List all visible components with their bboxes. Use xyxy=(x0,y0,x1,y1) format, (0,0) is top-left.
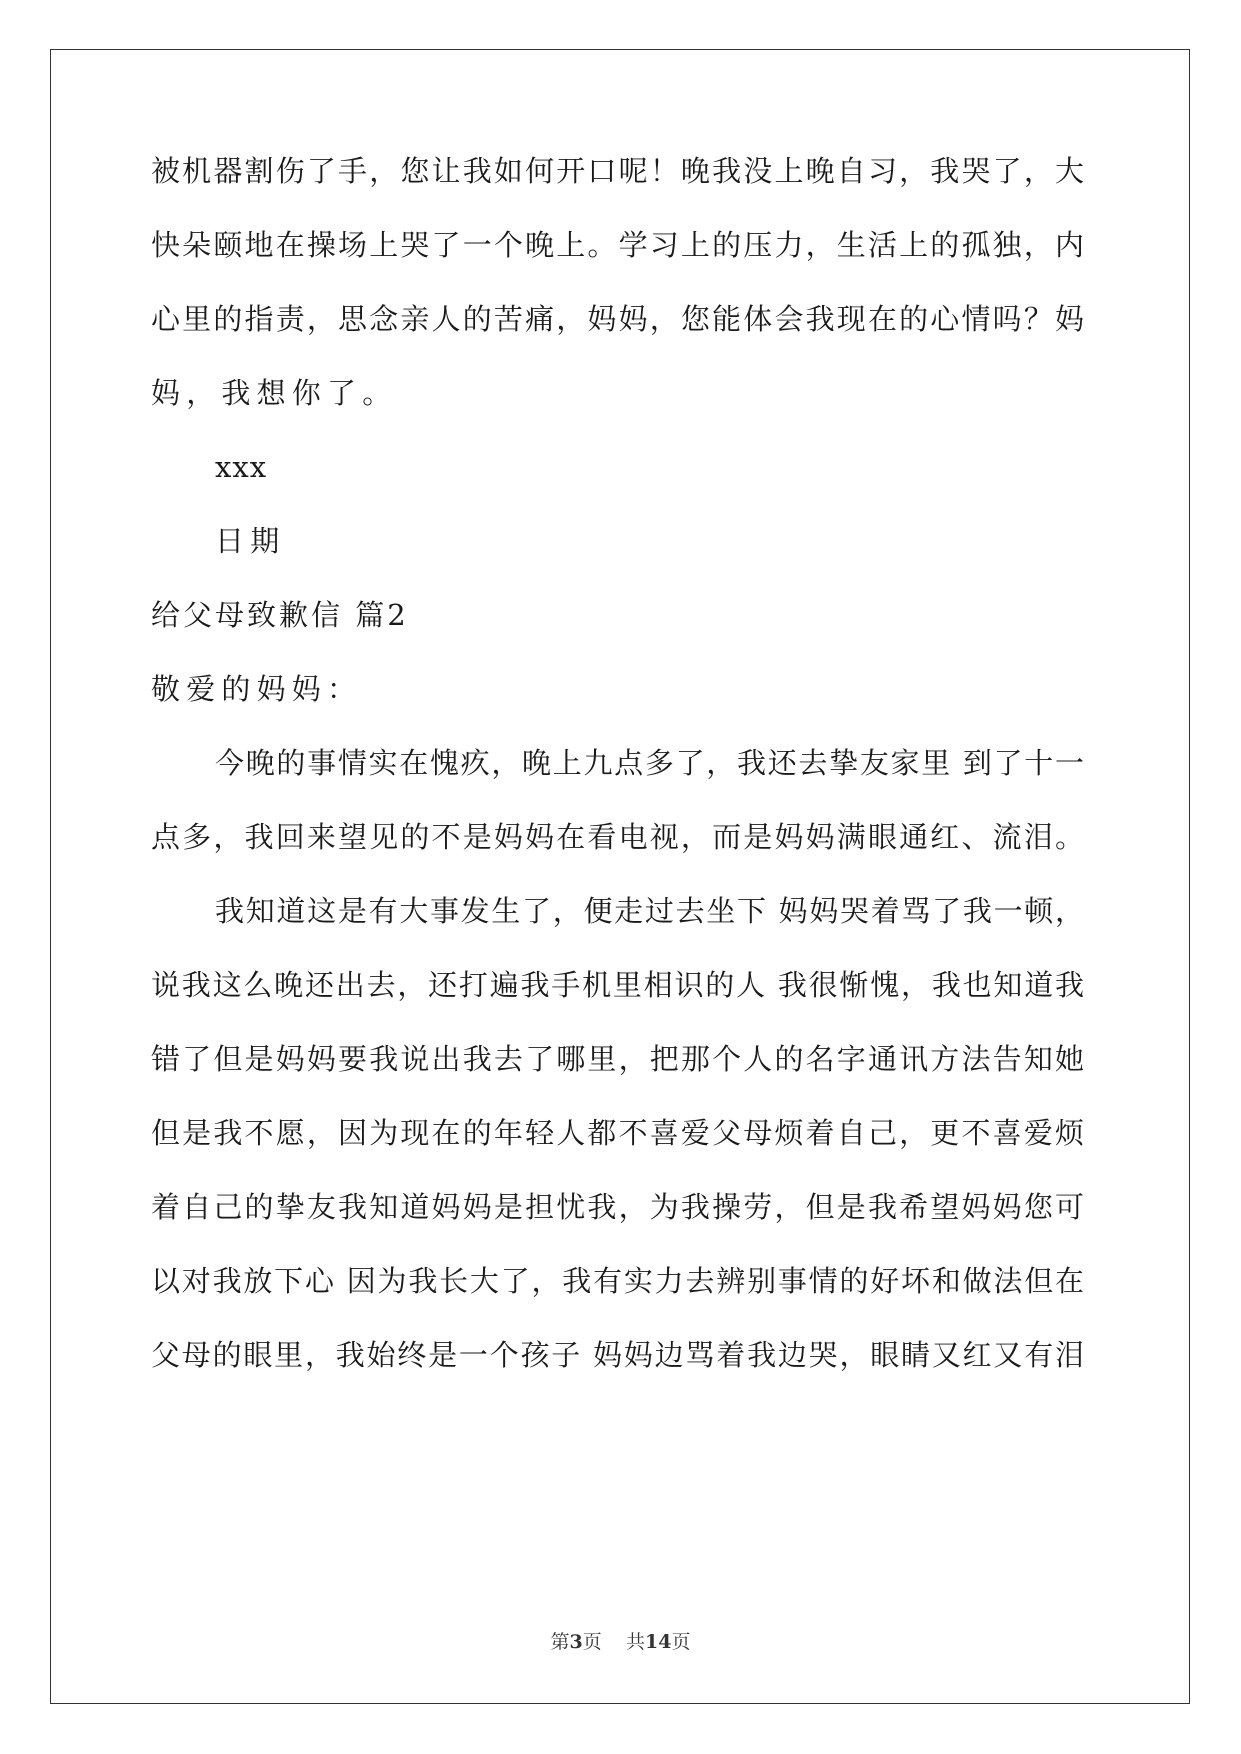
signature: xxx xyxy=(215,450,268,484)
total-pages: 14 xyxy=(644,1631,672,1653)
text-line: 我知道这是有大事发生了，便走过去坐下 妈妈哭着骂了我一顿， xyxy=(215,894,1084,928)
text-line: 心里的指责，思念亲人的苦痛，妈妈，您能体会我现在的心情吗？妈 xyxy=(151,302,1084,336)
text-line: 错了但是妈妈要我说出我去了哪里，把那个人的名字通讯方法告知她 xyxy=(151,1042,1084,1076)
page-footer xyxy=(0,1627,1241,1654)
page-border xyxy=(50,49,1190,1704)
text-line: 着自己的挚友我知道妈妈是担忧我，为我操劳，但是我希望妈妈您可 xyxy=(151,1190,1084,1224)
footer-total-prefix: 共 xyxy=(625,1631,645,1653)
page-number: 3 xyxy=(569,1631,583,1653)
footer-page-unit: 页 xyxy=(582,1631,602,1653)
footer-prefix: 第 xyxy=(550,1631,570,1653)
date-label: 日期 xyxy=(215,524,286,558)
text-line: 点多，我回来望见的不是妈妈在看电视，而是妈妈满眼通红、流泪。 xyxy=(151,820,1084,854)
text-line: 今晚的事情实在愧疚，晚上九点多了，我还去挚友家里 到了十一 xyxy=(215,746,1084,780)
text-line: 妈，我想你了。 xyxy=(151,376,398,410)
text-line: 说我这么晚还出去，还打遍我手机里相识的人 我很惭愧，我也知道我 xyxy=(151,968,1084,1002)
text-line: 但是我不愿，因为现在的年轻人都不喜爱父母烦着自己，更不喜爱烦 xyxy=(151,1116,1084,1150)
text-line: 快朵颐地在操场上哭了一个晚上。学习上的压力，生活上的孤独，内 xyxy=(151,228,1084,262)
text-line: 父母的眼里，我始终是一个孩子 妈妈边骂着我边哭，眼睛又红又有泪 xyxy=(151,1338,1084,1372)
text-line: 被机器割伤了手，您让我如何开口呢！晚我没上晚自习，我哭了，大 xyxy=(151,154,1084,188)
footer-total-unit: 页 xyxy=(671,1631,691,1653)
salutation: 敬爱的妈妈： xyxy=(151,672,363,706)
section-heading: 给父母致歉信 篇2 xyxy=(151,598,409,632)
text-line: 以对我放下心 因为我长大了，我有实力去辨别事情的好坏和做法但在 xyxy=(151,1264,1084,1298)
